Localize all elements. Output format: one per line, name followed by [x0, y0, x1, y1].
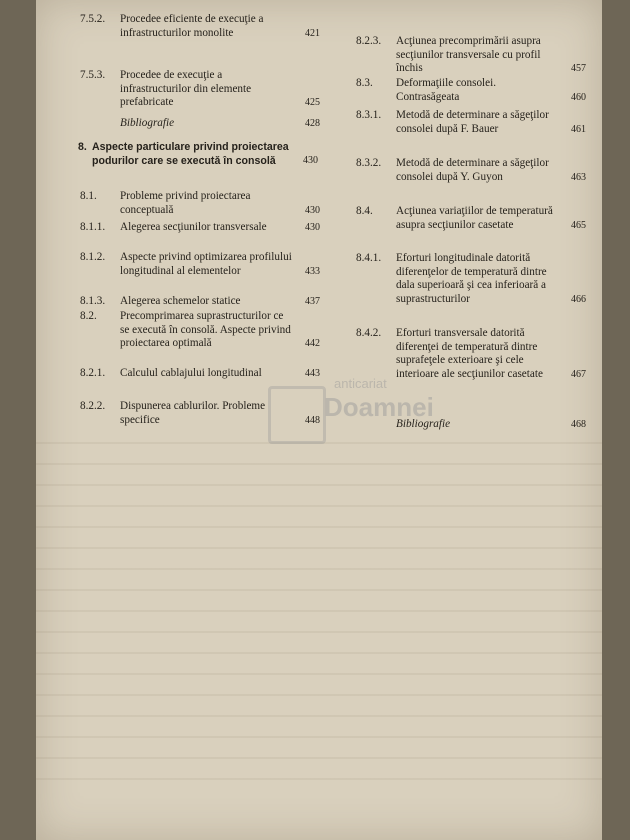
toc-number: 8.3.2. — [356, 157, 382, 169]
toc-page: 460 — [571, 91, 586, 103]
toc-entry — [356, 205, 586, 232]
toc-page: 433 — [305, 265, 320, 277]
toc-number: 7.5.3. — [80, 69, 106, 81]
toc-page: 443 — [305, 368, 320, 379]
toc-number: 8.1.3. — [80, 295, 106, 307]
toc-entry — [356, 252, 586, 307]
toc-page: 463 — [571, 171, 586, 183]
toc-page: 442 — [305, 338, 320, 350]
toc-page: 467 — [571, 369, 586, 381]
toc-entry — [80, 295, 320, 309]
toc-page: 425 — [305, 97, 320, 109]
toc-title: Precomprimarea suprastructurilor ce se execută în consolă. Aspecte privind proiectarea optimală — [120, 310, 291, 350]
toc-number: 8. — [78, 141, 87, 153]
toc-page: 457 — [571, 63, 586, 75]
toc-page: 466 — [571, 294, 586, 306]
toc-number: 8.1.2. — [80, 251, 106, 263]
toc-page: 430 — [305, 222, 320, 233]
toc-entry — [80, 310, 320, 351]
toc-page: 448 — [305, 414, 320, 426]
toc-number: 8.2. — [80, 310, 97, 322]
toc-title: Procedee de execuţie a infrastructurilor din elemente prefabricate — [120, 69, 252, 109]
toc-chapter-entry — [78, 140, 318, 168]
toc-number: 8.3. — [356, 77, 373, 89]
toc-title: Bibliografie — [120, 117, 175, 129]
toc-title: Bibliografie — [396, 418, 451, 430]
toc-title: Deformaţiile consolei. Contrasăgeata — [396, 77, 497, 103]
book-page — [36, 0, 602, 840]
toc-page: 421 — [305, 27, 320, 39]
toc-title: Acţiunea precomprimării asupra secţiunilor transversale cu profil închis — [396, 35, 541, 75]
toc-number: 8.4.1. — [356, 252, 382, 264]
toc-entry — [80, 13, 320, 40]
toc-number: 8.1. — [80, 190, 97, 202]
watermark-big-text: Doamnei — [324, 392, 434, 422]
toc-number: 8.4. — [356, 205, 373, 217]
toc-title: Eforturi longitudinale datorită diferenţelor de temperatură dintre dala superioară şi cea inferioară a suprastructurilor — [396, 252, 547, 306]
toc-number: 7.5.2. — [80, 13, 106, 25]
toc-title: Alegerea schemelor statice — [120, 295, 241, 307]
toc-number: 8.2.3. — [356, 35, 382, 47]
toc-page: 468 — [571, 419, 586, 430]
toc-entry — [356, 109, 586, 136]
toc-number: 8.4.2. — [356, 327, 382, 339]
toc-title: Calculul cablajului longitudinal — [120, 367, 262, 379]
toc-number: 8.2.1. — [80, 367, 106, 379]
watermark-logo — [268, 376, 438, 438]
watermark-icon — [268, 386, 326, 444]
toc-title: Metodă de determinare a săgeţilor consolei după Y. Guyon — [396, 157, 549, 183]
toc-number: 8.3.1. — [356, 109, 382, 121]
toc-number: 8.2.2. — [80, 400, 106, 412]
toc-title: Alegerea secţiunilor transversale — [120, 221, 267, 233]
toc-page: 430 — [305, 204, 320, 216]
toc-title: Probleme privind proiectarea conceptuală — [120, 190, 251, 216]
toc-page: 461 — [571, 123, 586, 135]
toc-entry — [80, 69, 320, 110]
toc-title: Metodă de determinare a săgeţilor consolei după F. Bauer — [396, 109, 549, 135]
toc-title: Dispunerea cablurilor. Probleme specifice — [120, 400, 266, 426]
toc-title: Acţiunea variaţiilor de temperatură asupra secţiunilor casetate — [396, 205, 553, 231]
toc-entry — [356, 77, 586, 104]
toc-number: 8.1.1. — [80, 221, 106, 233]
toc-entry — [80, 221, 320, 235]
toc-entry — [356, 157, 586, 184]
toc-entry — [356, 35, 586, 76]
toc-entry — [356, 327, 586, 382]
toc-entry — [80, 190, 320, 217]
toc-entry — [80, 251, 320, 278]
toc-page: 465 — [571, 219, 586, 231]
toc-title: Procedee eficiente de execuţie a infrastructurilor monolite — [120, 13, 264, 39]
toc-title: Aspecte privind optimizarea profilului longitudinal al elementelor — [120, 251, 292, 277]
toc-entry — [80, 117, 320, 131]
toc-page: 430 — [303, 155, 318, 166]
toc-title: Aspecte particulare privind proiectarea podurilor care se execută în consolă — [92, 141, 289, 167]
toc-page: 428 — [305, 118, 320, 129]
watermark-small-text: anticariat — [334, 376, 387, 391]
toc-title: Eforturi transversale datorită diferenţei de temperatură dintre suprafeţele exterioare şi cele interioare ale secţiunilor casetate — [396, 327, 543, 381]
bleed-through-text — [36, 430, 602, 780]
toc-page: 437 — [305, 296, 320, 307]
